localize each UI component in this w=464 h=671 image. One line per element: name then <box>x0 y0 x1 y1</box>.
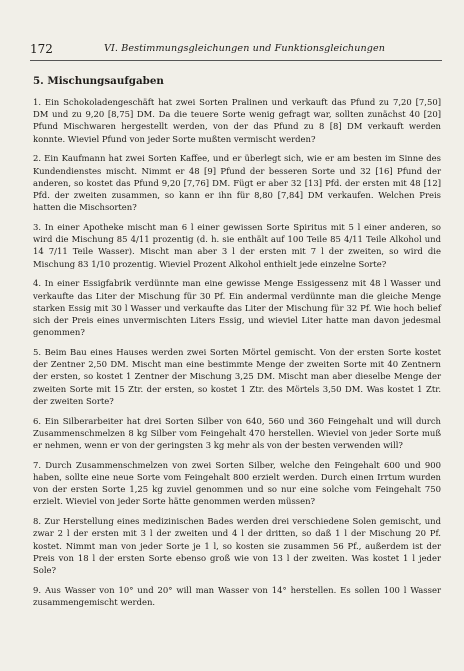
problem-text: 3. In einer Apotheke mischt man 6 l einer gewissen Sorte Spiritus mit 5 l einer anderen, so wird die Mischung 85 4/11 prozentig (d. h. sie enthält auf 100 Teile 85 4/11 Teile Alkohol und 14 7/11 Teile Wasser). Mischt man aber 3 l der ersten mit 7 l der zweiten, so wird die Mischung 83 1/10 prozentig. Wieviel Prozent Alkohol enthielt jede einzelne Sorte? <box>33 222 441 269</box>
problem-text: 1. Ein Schokoladengeschäft hat zwei Sorten Pralinen und verkauft das Pfund zu 7,20 [7,50] DM und zu 9,20 [8,75] DM. Da die teuere Sorte wenig gefragt war, sollten zunächst 40 [20] Pfund Mischwaren hergestellt werden, von der das Pfund zu 8 [8] DM verkauft werden konnte. Wieviel Pfund von jeder Sorte mußten vermischt werden? <box>33 97 441 144</box>
page-header <box>30 42 442 58</box>
problem-text: 7. Durch Zusammenschmelzen von zwei Sorten Silber, welche den Feingehalt 600 und 900 haben, sollte eine neue Sorte vom Feingehalt 800 erzielt werden. Durch einen Irrtum wurden von der ersten Sorte 1,25 kg zuviel genommen und so nur eine solche vom Feingehalt 750 erzielt. Wieviel von jeder Sorte hätte genommen werden müssen? <box>33 459 441 507</box>
problem-8 <box>33 515 441 576</box>
problem-1 <box>33 96 441 145</box>
problem-7 <box>33 459 441 508</box>
page-number: 172 <box>30 42 53 56</box>
problem-text: 5. Beim Bau eines Hauses werden zwei Sorten Mörtel gemischt. Von der ersten Sorte kostet der Zentner 2,50 DM. Mischt man eine bestimmte Menge der zweiten Sorte mit 40 Zentnern der ersten, so kostet 1 Zentner der Mischung 3,25 DM. Mischt man aber dieselbe Menge der zweiten Sorte mit 15 Ztr. der ersten, so kostet 1 Ztr. des Mörtels 3,50 DM. Was kostet 1 Ztr. der zweiten Sorte? <box>33 347 441 406</box>
problem-text: 6. Ein Silberarbeiter hat drei Sorten Silber von 640, 560 und 360 Feingehalt und will durch Zusammenschmelzen 8 kg Silber vom Feingehalt 470 herstellen. Wieviel von jeder Sorte muß er nehmen, wenn er von der geringsten 3 kg mehr als von der besten verwenden will? <box>33 415 441 451</box>
header-rule <box>30 60 442 61</box>
problem-4 <box>33 277 441 338</box>
problem-text: 2. Ein Kaufmann hat zwei Sorten Kaffee, und er überlegt sich, wie er am besten im Sinne des Kundendienstes mischt. Nimmt er 48 [9] Pfund der besseren Sorte und 32 [16] Pfund der anderen, so kostet das Pfund 9,20 [7,76] DM. Fügt er aber 32 [13] Pfd. der ersten mit 48 [12] Pfd. der zweiten zusammen, so kann er ihn für 8,80 [7,84] DM verkaufen. Welchen Preis hatten die Mischsorten? <box>33 153 441 213</box>
problem-text: 8. Zur Herstellung eines medizinischen Bades werden drei verschiedene Solen gemischt, und zwar 2 l der ersten mit 3 l der zweiten und 4 l der dritten, so daß 1 l der Mischung 20 Pf. kostet. Nimmt man von jeder Sorte je 1 l, so kosten sie zusammen 56 Pf., außerdem ist der Preis von 18 l der ersten Sorte ebenso groß wie von 13 l der zweiten. Was kostet 1 l jeder Sole? <box>33 516 441 576</box>
problem-text: 9. Aus Wasser von 10° und 20° will man Wasser von 14° herstellen. Es sollen 100 l Wasser zusammengemischt werden. <box>33 584 441 608</box>
problem-list <box>33 96 441 616</box>
running-head: VI. Bestimmungsgleichungen und Funktionsgleichungen <box>104 43 386 54</box>
problem-2 <box>33 152 441 213</box>
problem-5 <box>33 346 441 407</box>
problem-3 <box>33 221 441 270</box>
problem-text: 4. In einer Essigfabrik verdünnte man eine gewisse Menge Essigessenz mit 48 l Wasser und verkaufte das Liter der Mischung für 30 Pf. Ein andermal verdünnte man die gleiche Menge starken Essig mit 30 l Wasser und verkaufte das Liter der Mischung für 32 Pf. Wie hoch belief sich der Preis eines unvermischten Liters Essig, und wieviel Liter hatte man davon jedesmal genommen? <box>33 278 441 338</box>
problem-9 <box>33 584 441 608</box>
problem-6 <box>33 415 441 452</box>
section-title: 5. Mischungsaufgaben <box>33 75 164 87</box>
